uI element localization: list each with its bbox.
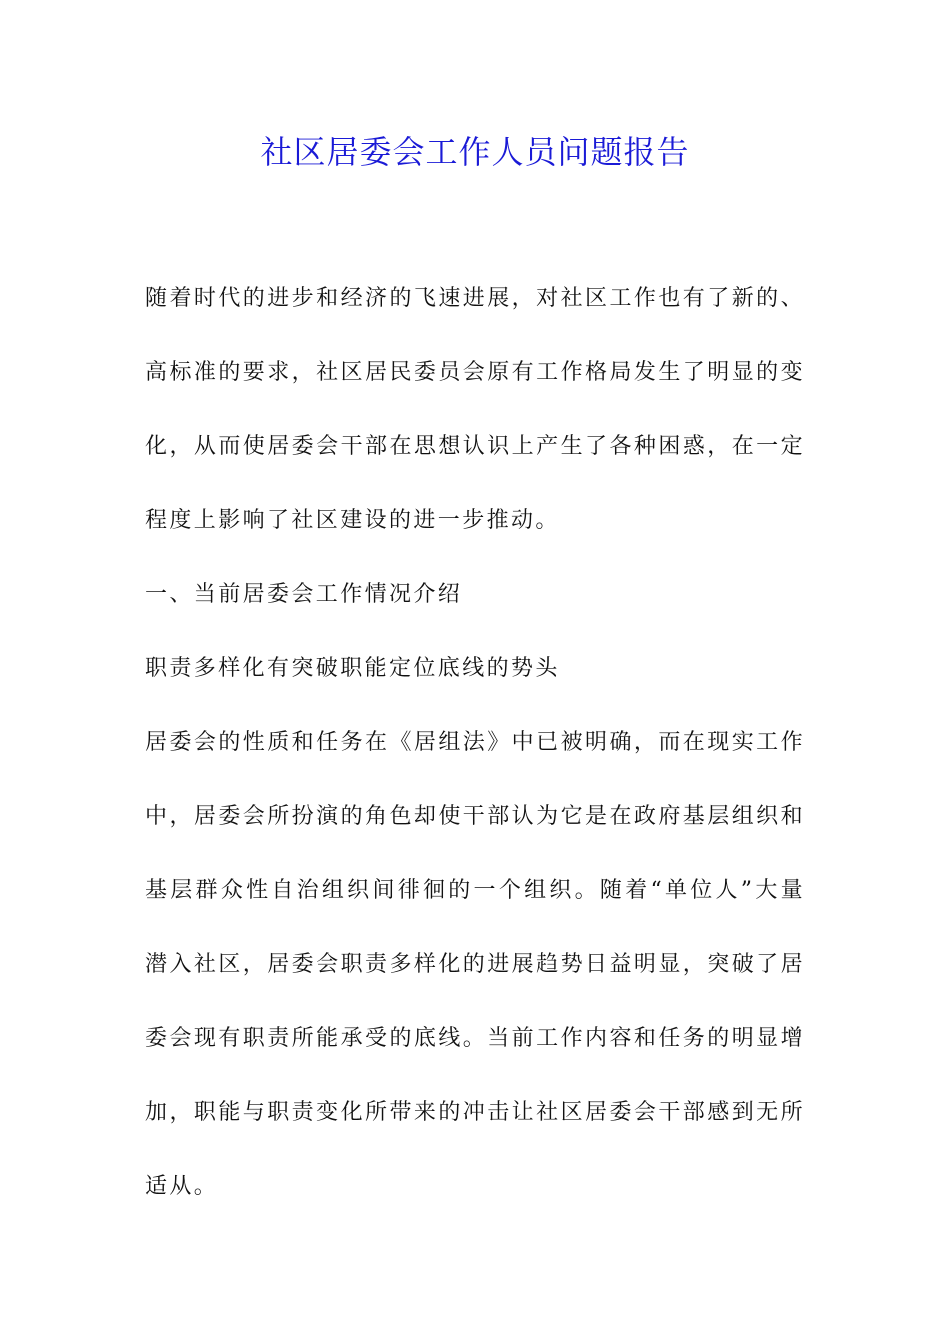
document-title: 社区居委会工作人员问题报告 [260,133,690,171]
document-body [145,262,805,1224]
section-subheading: 职责多样化有突破职能定位底线的势头 [145,656,560,681]
section-heading: 一、当前居委会工作情况介绍 [145,582,463,607]
intro-paragraph: 随着时代的进步和经济的飞速进展，对社区工作也有了新的、高标准的要求，社区居民委员会原有工作格局发生了明显的变化，从而使居委会干部在思想认识上产生了各种困惑，在一定程度上影响了社区建设的进一步推动。 [145,286,805,533]
section-paragraph: 居委会的性质和任务在《居组法》中已被明确，而在现实工作中，居委会所扮演的角色却使干部认为它是在政府基层组织和基层群众性自治组织间徘徊的一个组织。随着“单位人”大量潜入社区，居委会职责多样化的进展趋势日益明显，突破了居委会现有职责所能承受的底线。当前工作内容和任务的明显增加，职能与职责变化所带来的冲击让社区居委会干部感到无所适从。 [145,730,805,1199]
